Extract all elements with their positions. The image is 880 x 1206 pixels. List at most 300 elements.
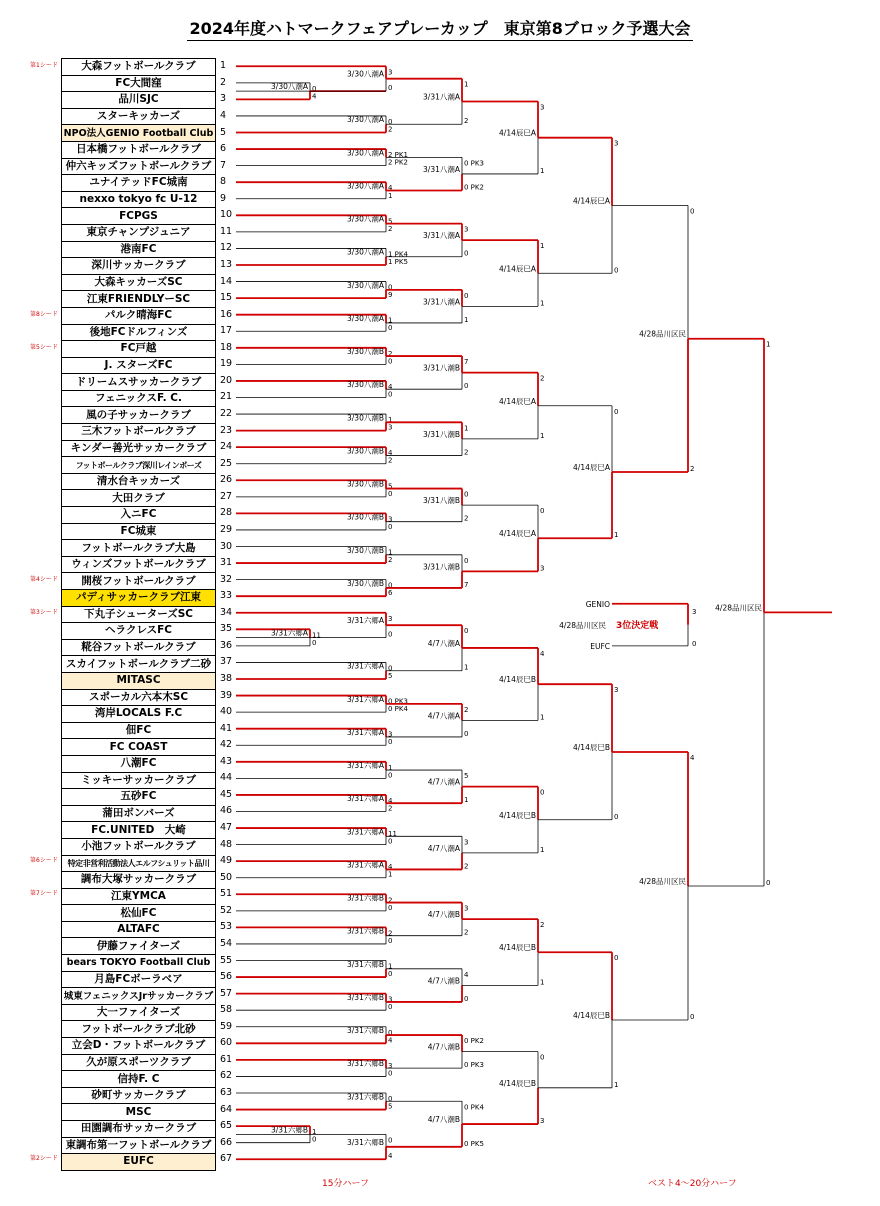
team-name: 信持F. C [62,1071,216,1088]
team-name: 久が原スポーツクラブ [62,1054,216,1071]
team-number: 27 [220,490,233,502]
match-score: 11 [312,631,321,640]
match-venue-label: 4/28品川区民 [715,603,762,613]
team-name: キンダー善光サッカークラブ [62,440,216,457]
footer-left-note: 15分ハーフ [322,1179,370,1189]
team-number: 47 [220,822,233,834]
match-score: 1 [388,962,393,971]
team-number: 11 [220,225,233,237]
match-score: 2 [464,928,469,937]
team-name: 田園調布サッカークラブ [62,1121,216,1138]
third-place-team: EUFC [590,641,610,651]
match-score: 1 [540,978,545,987]
match-score: 2 [388,929,393,938]
team-number: 13 [220,259,233,270]
team-name: パルク晴海FC [62,307,216,324]
match-score: 3 [388,614,393,623]
match-score: 1 [464,424,469,433]
match-venue-label: 3/30八潮A [347,247,384,257]
match-score: 0 [766,879,771,887]
match-score: 3 [464,225,469,234]
team-number: 46 [220,805,233,817]
match-score: 0 [388,738,393,747]
match-score: 0 [464,291,469,300]
match-venue-label: 3/30八潮A [347,280,384,290]
team-name: 清水台キッカーズ [62,473,216,490]
team-number: 54 [220,937,233,949]
team-number: 49 [220,855,233,867]
team-name: 城東フェニックスJrサッカークラブ [62,988,216,1005]
team-number: 24 [220,441,233,453]
match-score: 0 [388,903,393,912]
match-score: 3 [540,564,545,573]
match-score: 7 [464,580,469,589]
match-venue-label: 4/14辰巳B [573,1011,610,1021]
team-number: 64 [220,1103,233,1115]
team-number: 17 [220,325,233,337]
team-name: 風の子サッカークラブ [62,407,216,424]
match-score: 11 [388,830,397,839]
match-score: 1 [540,845,545,854]
team-number: 10 [220,209,233,221]
team-name: FC.UNITED 大崎 [62,822,216,839]
team-name: 蒲田ボンバーズ [62,805,216,822]
team-number: 44 [220,772,233,784]
match-score: 1 PK4 [388,250,408,259]
team-name: 月島FCボーラベア [62,971,216,988]
team-name: フットボールクラブ深川レインボーズ [62,457,216,474]
team-number: 19 [220,358,233,370]
match-score: 0 [540,507,545,516]
team-name: 特定非営利活動法人エルフシュリット品川 [62,855,216,872]
match-score: 3 [388,515,393,524]
match-score: 0 [388,936,393,945]
match-score: 3 [540,1117,545,1126]
team-number: 59 [220,1020,233,1032]
match-venue-label: 3/31六郷A [271,628,308,638]
match-score: 3 [692,607,697,616]
match-score: 1 [464,796,469,805]
match-score: 0 [388,390,393,399]
team-number: 43 [220,755,233,767]
team-number: 4 [220,109,227,121]
team-number: 40 [220,706,233,718]
team-name: 伊藤ファイターズ [62,938,216,955]
team-name: 江東FRIENDLYーSC [62,291,216,308]
match-score: 0 [312,1135,317,1144]
team-number: 37 [220,656,233,668]
match-venue-label: 3/30八潮B [347,347,384,357]
match-score: 0 [540,788,545,797]
match-venue-label: 3/30八潮B [347,512,384,522]
team-number: 50 [220,871,233,883]
match-score: 1 [540,713,545,722]
match-score: 0 [464,994,469,1003]
team-name: 港南FC [62,241,216,258]
match-venue-label: 3/31六郷B [347,959,384,969]
match-score: 0 [388,357,393,366]
match-venue-label: 4/7八潮A [427,777,460,787]
match-score: 1 [464,80,469,89]
match-score: 2 PK1 [388,151,408,160]
team-name: FC城東 [62,523,216,540]
team-name: 大森フットボールクラブ [62,59,216,76]
match-score: 4 [540,649,545,658]
match-venue-label: 4/7八潮B [427,910,460,920]
team-name: NPO法人GENIO Football Club [62,125,216,142]
match-score: 1 [540,166,545,175]
team-name: 佃FC [62,722,216,739]
match-score: 4 [388,184,393,193]
team-name: ヘラクレスFC [62,623,216,640]
match-score: 5 [388,672,393,680]
team-number: 45 [220,788,233,800]
match-score: 0 [388,283,393,292]
match-score: 0 [614,812,619,821]
match-score: 0 [388,581,393,590]
team-number: 3 [220,93,227,105]
match-venue-label: 4/14辰巳A [499,396,536,406]
team-number: 20 [220,374,233,386]
team-number: 56 [220,971,233,983]
team-name: 仲六キッズフットボールクラブ [62,158,216,175]
team-number: 29 [220,523,233,535]
match-score: 1 [388,870,393,879]
match-venue-label: 3/30八潮A [347,181,384,191]
match-score: 5 [388,482,393,491]
match-score: 0 [464,729,469,738]
match-venue-label: 4/14辰巳B [573,742,610,752]
team-number: 58 [220,1004,233,1016]
match-score: 5 [464,772,469,781]
match-score: 0 [690,207,695,216]
team-number: 31 [220,557,233,569]
team-name: 三木フットボールクラブ [62,424,216,441]
team-name: FCPGS [62,208,216,225]
match-venue-label: 3/30八潮A [347,148,384,158]
match-venue-label: 3/31六郷B [271,1125,308,1135]
team-name: 下丸子シューターズSC [62,606,216,623]
team-name: bears TOKYO Football Club [62,955,216,972]
seed-label: 第6シード [30,857,58,865]
match-score: 3 [388,68,393,77]
team-name: ミッキーサッカークラブ [62,772,216,789]
match-venue-label: 3/31六郷B [347,1026,384,1036]
match-score: 3 [614,686,619,695]
team-name: 東京チャンプジュニア [62,224,216,241]
match-score: 0 [464,249,469,258]
match-venue-label: 4/14辰巳B [499,675,536,685]
match-venue-label: 3/31六郷B [347,1059,384,1069]
team-name: ドリームスサッカークラブ [62,374,216,391]
match-score: 4 [312,92,317,101]
match-score: 2 PK2 [388,158,408,167]
match-venue-label: 3/31八潮A [423,231,460,241]
match-score: 0 [614,407,619,416]
team-name: FC戸越 [62,341,216,358]
third-place-venue: 4/28品川区民 [559,620,606,630]
team-name: 糀谷フットボールクラブ [62,639,216,656]
team-number: 12 [220,242,233,254]
team-number: 5 [220,126,227,138]
team-number: 61 [220,1053,233,1065]
match-score: 4 [388,1036,393,1045]
team-name: 品川SJC [62,92,216,109]
seed-label: 第8シード [30,310,58,318]
match-venue-label: 3/30八潮B [347,413,384,423]
team-number: 15 [220,292,233,304]
team-number: 55 [220,954,233,966]
match-venue-label: 3/31六郷A [347,661,384,671]
team-number: 2 [220,76,227,88]
match-score: 0 [312,84,317,93]
match-venue-label: 3/30八潮B [347,545,384,555]
match-venue-label: 3/30八潮A [271,82,308,92]
team-number: 35 [220,623,233,635]
match-score: 4 [388,1152,393,1161]
match-score: 0 [312,638,317,647]
seed-label: 第3シード [30,608,58,616]
match-venue-label: 3/30八潮A [347,214,384,224]
match-score: 1 [464,315,469,324]
team-name: J. スターズFC [62,357,216,374]
team-number: 6 [220,143,227,155]
team-name: 日本橋フットボールクラブ [62,141,216,158]
team-number: 30 [220,540,233,552]
team-name: 調布大塚サッカークラブ [62,872,216,889]
match-score: 0 [690,1013,695,1022]
team-number: 22 [220,408,233,420]
match-venue-label: 3/31六郷B [347,926,384,936]
team-name: 八潮FC [62,755,216,772]
team-name: フットボールクラブ大島 [62,540,216,557]
team-name: パディサッカークラブ江東 [62,590,216,607]
match-score: 3 [540,103,545,112]
team-number: 67 [220,1153,233,1165]
match-score: 0 PK3 [464,1061,484,1070]
match-score: 0 PK3 [464,159,484,168]
match-score: 4 [388,796,393,805]
match-venue-label: 4/7八潮B [427,1042,460,1052]
match-venue-label: 3/31六郷A [347,727,384,737]
match-score: 3 [388,730,393,739]
team-name: 江東YMCA [62,888,216,905]
match-score: 3 [464,904,469,913]
match-score: 0 [388,664,393,673]
match-score: 2 [690,465,695,473]
team-name: 大一ファイターズ [62,1004,216,1021]
match-score: 2 [464,862,469,871]
match-score: 1 [614,531,619,540]
team-number: 41 [220,722,233,734]
team-number: 52 [220,904,233,916]
match-venue-label: 4/7八潮B [427,976,460,986]
team-number: 63 [220,1087,233,1098]
match-score: 1 [464,663,469,672]
team-name: EUFC [62,1154,216,1171]
match-score: 0 [388,117,393,126]
footer-right-note: ベスト4～20分ハーフ [648,1179,737,1189]
match-venue-label: 3/31六郷B [347,992,384,1002]
match-score: 0 [614,266,619,275]
match-score: 0 [692,639,697,648]
match-venue-label: 4/14辰巳A [499,128,536,138]
team-name: ALTAFC [62,921,216,938]
match-score: 4 [690,753,695,762]
match-score: 9 [388,291,393,300]
team-name: フェニックスF. C. [62,390,216,407]
match-score: 0 [388,771,393,780]
team-name: FC大間窪 [62,75,216,92]
match-score: 1 [614,1080,619,1089]
match-score: 2 [464,705,469,714]
match-score: 2 [388,456,393,465]
match-score: 1 [766,340,771,349]
match-score: 0 PK5 [464,1139,484,1148]
match-score: 3 [614,139,619,148]
match-venue-label: 3/31六郷B [347,1092,384,1102]
match-score: 2 [388,224,393,233]
match-score: 1 [312,1128,317,1137]
match-venue-label: 3/31六郷A [347,794,384,804]
match-venue-label: 4/7八潮A [427,843,460,853]
match-score: 7 [464,358,469,367]
seed-label: 第7シード [30,890,58,898]
match-venue-label: 4/28品川区民 [639,877,686,886]
match-score: 1 [388,548,393,557]
match-score: 0 [464,627,469,636]
match-venue-label: 4/14辰巳A [573,463,610,472]
match-venue-label: 3/31六郷A [347,694,384,704]
match-score: 3 [388,423,393,432]
match-score: 4 [388,382,393,391]
team-name: フットボールクラブ北砂 [62,1021,216,1038]
match-venue-label: 3/30八潮B [347,479,384,489]
team-number: 18 [220,341,233,353]
team-number: 7 [220,159,227,171]
team-name: ウィンズフットボールクラブ [62,556,216,573]
match-score: 3 [388,1061,393,1070]
match-score: 3 [388,995,393,1004]
match-venue-label: 4/28品川区民 [639,329,686,339]
team-name: スポーカル六本木SC [62,689,216,706]
team-name: 入ニFC [62,507,216,524]
match-score: 2 [388,804,393,813]
match-venue-label: 3/30八潮A [347,69,384,79]
match-score: 2 [464,514,469,523]
match-score: 1 [388,416,393,425]
team-number: 23 [220,424,233,436]
match-venue-label: 3/30八潮B [347,578,384,588]
match-score: 0 PK2 [464,1037,484,1046]
match-venue-label: 3/31八潮B [423,429,460,439]
team-number: 57 [220,987,233,999]
match-score: 2 [540,921,545,930]
team-number: 65 [220,1120,233,1132]
match-score: 2 [388,556,393,565]
match-score: 0 PK4 [464,1103,484,1112]
team-number: 1 [220,60,227,72]
match-score: 0 [388,522,393,531]
match-venue-label: 4/14辰巳A [573,196,610,206]
match-score: 0 PK4 [388,705,408,714]
match-score: 1 PK5 [388,258,408,266]
match-score: 0 [388,1028,393,1037]
match-venue-label: 3/30八潮B [347,380,384,390]
match-venue-label: 3/31八潮B [423,496,460,506]
match-venue-label: 3/31八潮A [423,297,460,307]
match-venue-label: 3/31六郷A [347,616,384,626]
team-name: スカイフットボールクラブ二砂 [62,656,216,673]
match-score: 0 [388,630,393,639]
team-number: 38 [220,673,233,684]
team-number: 8 [220,176,227,188]
third-place-team: GENIO [585,599,610,609]
match-score: 0 [464,556,469,565]
match-venue-label: 4/14辰巳B [499,1078,536,1088]
match-score: 2 [388,896,393,905]
team-name: nexxo tokyo fc U-12 [62,191,216,208]
team-number: 51 [220,888,233,900]
team-number: 14 [220,275,233,287]
team-name: 後地FCドルフィンズ [62,324,216,341]
match-score: 4 [464,970,469,979]
match-score: 0 [614,954,619,963]
match-venue-label: 3/31八潮B [423,562,460,572]
title-text: 2024年度ハトマークフェアプレーカップ 東京第8ブロック予選大会 [187,16,692,41]
team-number: 48 [220,838,233,850]
match-score: 1 [388,191,393,200]
match-score: 0 [388,970,393,979]
team-number: 26 [220,474,233,486]
team-number: 39 [220,689,233,701]
team-number: 66 [220,1136,233,1148]
seed-label: 第1シード [30,62,58,70]
team-number: 60 [220,1037,233,1049]
match-venue-label: 4/14辰巳A [499,264,536,274]
match-score: 0 PK2 [464,183,484,192]
match-score: 0 [464,382,469,391]
match-venue-label: 3/31八潮A [423,164,460,174]
match-venue-label: 3/30八潮A [347,115,384,125]
team-number: 21 [220,391,233,403]
match-venue-label: 3/30八潮B [347,446,384,456]
team-name: 松仙FC [62,905,216,922]
seed-label: 第4シード [30,575,58,583]
team-number: 9 [220,192,227,204]
match-score: 1 [540,299,545,308]
match-venue-label: 4/14辰巳B [499,810,536,820]
match-score: 3 [464,838,469,847]
team-number: 53 [220,921,233,933]
match-score: 0 [464,490,469,499]
match-venue-label: 4/7八潮A [427,638,460,648]
match-score: 2 [388,349,393,358]
seed-label: 第2シード [30,1155,58,1163]
match-score: 4 [388,863,393,872]
team-number: 16 [220,308,233,320]
team-number: 32 [220,573,233,585]
match-venue-label: 4/7八潮B [427,1115,460,1125]
match-venue-label: 3/30八潮A [347,313,384,323]
team-name: 大森キッカーズSC [62,274,216,291]
match-score: 0 [388,489,393,498]
team-name: FC COAST [62,739,216,756]
match-score: 0 [388,1069,393,1078]
team-name: MITASC [62,672,216,689]
team-name: 立会D・フットボールクラブ [62,1038,216,1055]
match-score: 4 [388,449,393,458]
